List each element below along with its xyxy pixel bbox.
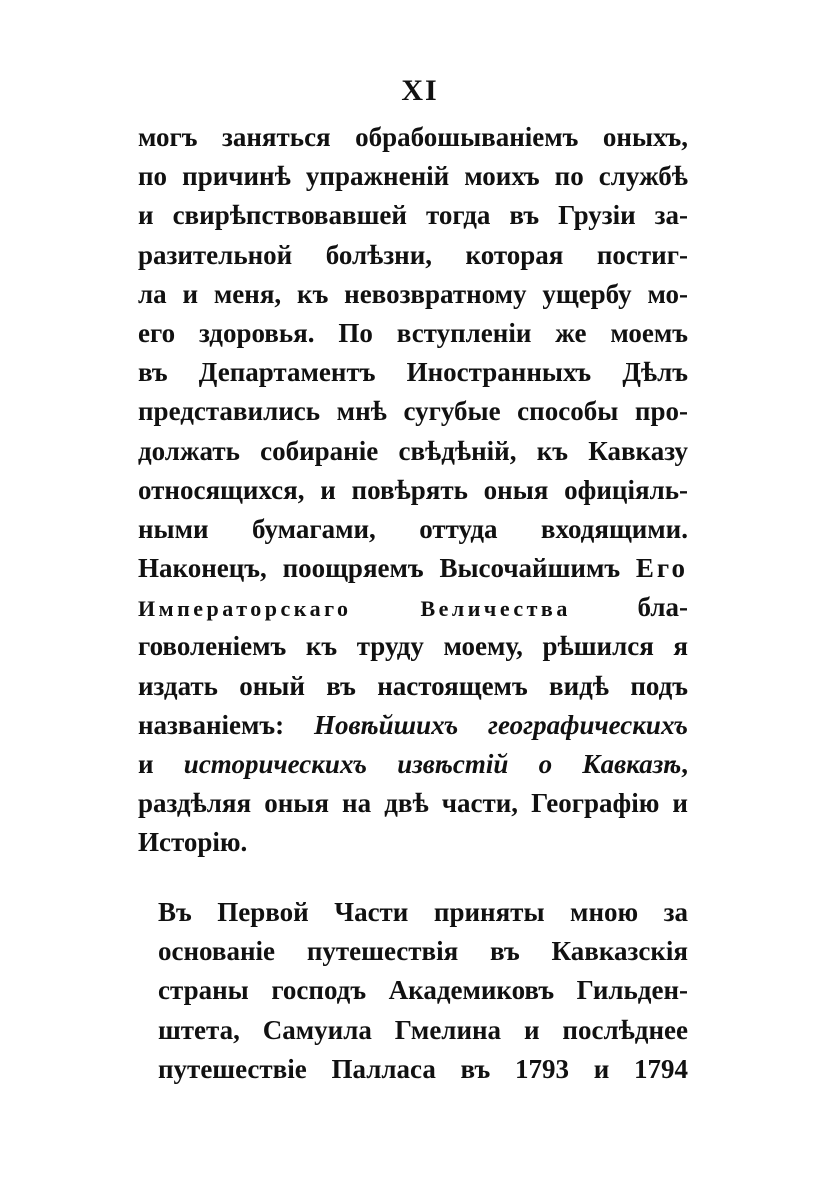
text-line: путешествіе Палласа въ 1793 и 1794 xyxy=(158,1053,688,1084)
text-line: по причинѣ упражненій моихъ по службѣ xyxy=(138,161,688,192)
text-line xyxy=(138,745,688,784)
paragraph-2 xyxy=(158,893,688,1089)
text-line: издать оный въ настоящемъ видѣ подъ xyxy=(138,670,688,701)
text-line: разительной болѣзни, которая постиг- xyxy=(138,239,688,270)
text-line: ла и меня, къ невозвратному ущербу мо- xyxy=(138,278,688,309)
text-line: штета, Самуила Гмелина и послѣднее xyxy=(158,1014,688,1045)
text-line xyxy=(138,549,688,588)
text-line: страны господъ Академиковъ Гильден- xyxy=(158,975,688,1006)
paragraph-1 xyxy=(138,118,688,863)
text-line: Въ Первой Части приняты мною за xyxy=(158,897,688,927)
text-line: его здоровья. По вступленіи же моемъ xyxy=(138,317,688,348)
spaced-text: Его xyxy=(635,553,688,584)
book-title-italic: историческихъ извѣстій о Кавказѣ xyxy=(183,749,682,779)
text-line: могъ заняться обрабошываніемъ оныхъ, xyxy=(138,122,688,152)
text-segment: названіемъ: xyxy=(138,709,315,740)
page-number: XI xyxy=(401,74,439,107)
text-line: основаніе путешествія въ Кавказскія xyxy=(158,936,688,967)
text-line: должать собираніе свѣдѣній, къ Кавказу xyxy=(138,435,688,466)
text-line: раздѣляя оныя на двѣ части, Географію и xyxy=(138,788,688,819)
text-segment: бла- xyxy=(570,592,689,623)
text-segment: , xyxy=(681,749,688,779)
text-segment: и xyxy=(138,749,184,779)
text-line: представились мнѣ сугубые способы про- xyxy=(138,396,688,427)
text-line: Исторію. xyxy=(138,827,248,858)
imperial-title: Императорскаго Величества xyxy=(138,596,571,622)
text-line xyxy=(138,588,688,627)
book-title-italic: Новѣйшихъ географическихъ xyxy=(314,709,688,740)
text-line: ными бумагами, оттуда входящими. xyxy=(138,513,688,544)
text-segment: Наконецъ, поощряемъ Высочайшимъ xyxy=(138,553,636,584)
text-line: относящихся, и повѣрять оныя офиціяль- xyxy=(138,474,688,505)
text-line: говоленіемъ къ труду моему, рѣшился я xyxy=(138,631,688,662)
text-line xyxy=(138,706,688,745)
text-line: и свирѣпствовавшей тогда въ Грузіи за- xyxy=(138,200,688,231)
text-line: въ Департаментъ Иностранныхъ Дѣлъ xyxy=(138,357,688,388)
